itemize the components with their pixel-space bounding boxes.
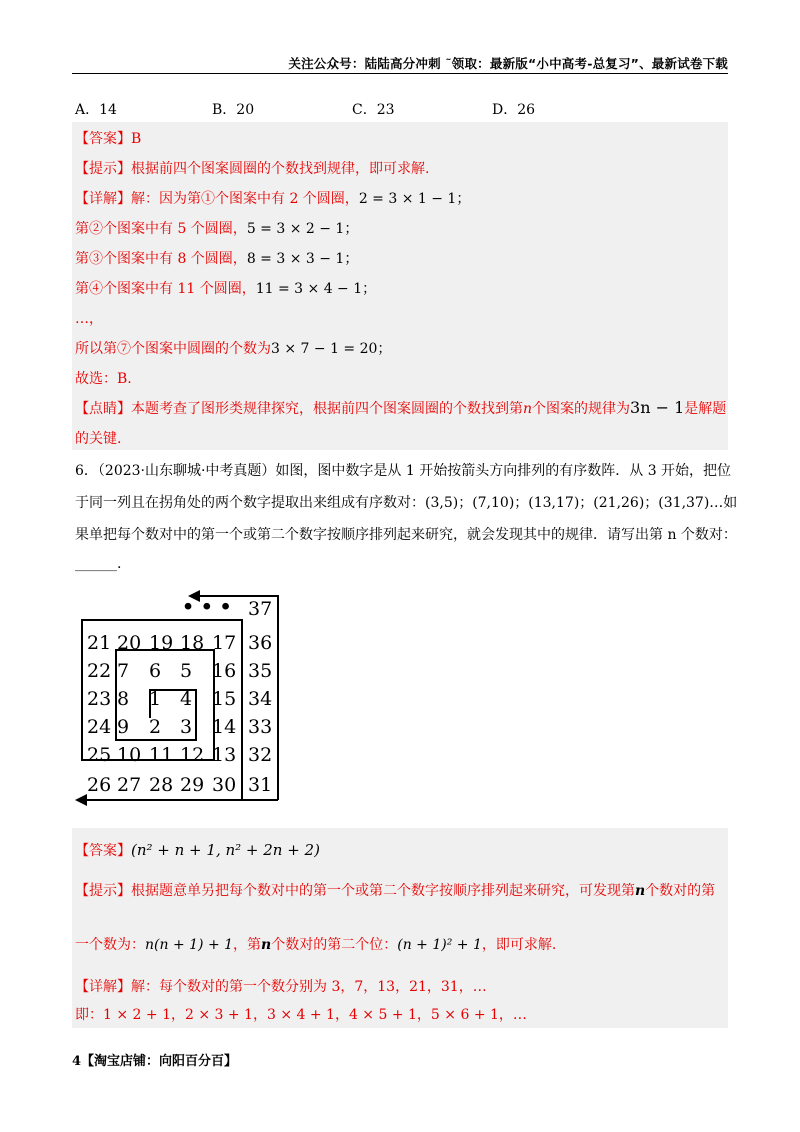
figure-number: 9: [117, 716, 130, 738]
q6-pairs: (3,5)；(7,10)；(13,17)；(21,26)；(31,37)…: [425, 495, 724, 511]
hint-math: n(n + 1) + 1: [145, 937, 234, 953]
detail-math: 8 = 3 × 3 − 1；: [246, 251, 359, 267]
comment-var: n: [523, 401, 533, 417]
figure-number: 25: [87, 744, 112, 766]
q5-comment-end: 的关键.: [75, 431, 122, 447]
q5-comment: [75, 398, 726, 418]
detail-math: 2 = 3 × 1 − 1；: [358, 191, 471, 207]
figure-number: 10: [117, 744, 142, 766]
detail-text: 第②个图案中有 5 个圆圈，: [75, 221, 247, 237]
q5-choose: 故选：B.: [75, 371, 132, 387]
q6-line-4: ______.: [75, 556, 122, 572]
figure-number: 21: [87, 632, 112, 654]
q6-text: 于同一列且在拐角处的两个数字提取出来组成有序数对：: [75, 495, 425, 511]
detail-label: 【详解】: [75, 191, 131, 207]
figure-number: 23: [87, 688, 112, 710]
figure-number: 30: [212, 774, 237, 796]
detail-text: 所以第⑦个图案中圆圈的个数为: [75, 341, 271, 357]
figure-number: 22: [87, 660, 112, 682]
figure-number: 31: [248, 774, 273, 796]
hint-text: 一个数为：: [75, 937, 145, 953]
detail-text: 第④个图案中有 11 个圆圈，: [75, 281, 256, 297]
detail-text: 第③个图案中有 8 个圆圈，: [75, 251, 247, 267]
q6-line-3: 果单把每个数对中的第一个或第二个数字按顺序排列起来研究，就会发现其中的规律．请写出第 n 个数对：: [75, 527, 737, 543]
figure-number: 16: [212, 660, 237, 682]
figure-number: 27: [117, 774, 142, 796]
figure-number: 35: [248, 660, 273, 682]
q5-ellipsis: …，: [75, 311, 103, 327]
figure-number: 6: [149, 660, 162, 682]
figure-number: 32: [248, 744, 273, 766]
option-a: A．14: [75, 102, 117, 118]
option-c: C．23: [352, 102, 395, 118]
figure-number: 3: [180, 716, 193, 738]
q5-detail-line-1: [75, 188, 470, 208]
figure-number: 33: [248, 716, 273, 738]
page-header: 关注公众号：陆陆高分冲刺 ˜领取：最新版“小中高考-总复习”、最新试卷下载: [288, 56, 728, 71]
figure-number: 28: [149, 774, 174, 796]
answer-math: (n² + n + 1, n² + 2n + 2): [131, 841, 320, 859]
answer-label: 【答案】: [75, 843, 131, 859]
a6-hint-2: [75, 934, 556, 954]
figure-number: 5: [180, 660, 193, 682]
a6-hint-1: [75, 880, 715, 900]
q5-hint: 【提示】根据前四个图案圆圈的个数找到规律，即可求解.: [75, 161, 430, 177]
figure-number: 37: [248, 598, 273, 620]
option-b: B．20: [212, 102, 255, 118]
detail-text: 解：因为第①个图案中有 2 个圆圈，: [131, 191, 359, 207]
figure-number: 26: [87, 774, 112, 796]
figure-number: 11: [149, 744, 174, 766]
figure-number: 34: [248, 688, 273, 710]
detail-math: 11 = 3 × 4 − 1；: [255, 281, 377, 297]
a6-detail: [75, 976, 487, 996]
hint-var: n: [635, 883, 646, 899]
q6-text: 如: [723, 495, 738, 511]
hint-text: 个数对的第二个位：: [271, 937, 398, 953]
q5-detail-line-4: [75, 278, 376, 298]
a6-answer: [75, 840, 320, 860]
hint-text: 【提示】根据题意单另把每个数对中的第一个或第二个数字按顺序排列起来研究，可发现第: [75, 883, 635, 899]
detail-text: 解：每个数对的第一个数分别为 3，7，13，21，31，…: [131, 979, 487, 995]
detail-math: 3 × 7 − 1 = 20；: [271, 341, 392, 357]
hint-text: ，即可求解.: [481, 937, 557, 953]
hint-text: 个数对的第: [645, 883, 716, 899]
figure-number: 1: [149, 688, 162, 710]
figure-number: 7: [117, 660, 130, 682]
comment-text: 是解题: [684, 401, 727, 417]
option-d: D．26: [492, 102, 536, 118]
detail-label: 即：: [75, 1007, 103, 1023]
q6-line-1: 6．（2023·山东聊城·中考真题）如图，图中数字是从 1 开始按箭头方向排列的有序数阵．从 3 开始，把位: [75, 463, 732, 479]
figure-number: 36: [248, 632, 273, 654]
figure-number: 14: [212, 716, 237, 738]
detail-math: 5 = 3 × 2 − 1；: [246, 221, 359, 237]
figure-dots: • • •: [182, 596, 232, 618]
figure-number: 12: [180, 744, 205, 766]
figure-number: 2: [149, 716, 162, 738]
q6-line-2: [75, 492, 737, 512]
header-rule: [72, 73, 728, 74]
detail-label: 【详解】: [75, 979, 131, 995]
hint-var: n: [261, 937, 272, 953]
figure-number: 29: [180, 774, 205, 796]
comment-text: 个图案的规律为: [532, 401, 631, 417]
a6-detail-2: [75, 1004, 527, 1024]
figure-number: 18: [180, 632, 205, 654]
figure-number: 20: [117, 632, 142, 654]
figure-number: 17: [212, 632, 237, 654]
q5-detail-line-2: [75, 218, 358, 238]
figure-number: 24: [87, 716, 112, 738]
figure-number: 19: [149, 632, 174, 654]
q5-detail-line-3: [75, 248, 358, 268]
detail-math: 1 × 2 + 1，2 × 3 + 1，3 × 4 + 1，4 × 5 + 1，5 × 6 + 1，…: [103, 1007, 527, 1023]
comment-math: 3n − 1: [630, 398, 685, 417]
comment-text: 【点睛】本题考查了图形类规律探究，根据前四个图案圆圈的个数找到第: [75, 401, 523, 417]
figure-number: 8: [117, 688, 130, 710]
page-footer: 4【淘宝店铺：向阳百分百】: [72, 1054, 238, 1069]
figure-number: 4: [180, 688, 193, 710]
q5-answer: 【答案】B: [75, 131, 142, 147]
q5-conclusion: [75, 338, 391, 358]
figure-number: 15: [212, 688, 237, 710]
figure-number: 13: [212, 744, 237, 766]
hint-text: ，第: [233, 937, 262, 953]
spiral-number-figure: [72, 590, 292, 814]
hint-math: (n + 1)² + 1: [397, 937, 482, 953]
